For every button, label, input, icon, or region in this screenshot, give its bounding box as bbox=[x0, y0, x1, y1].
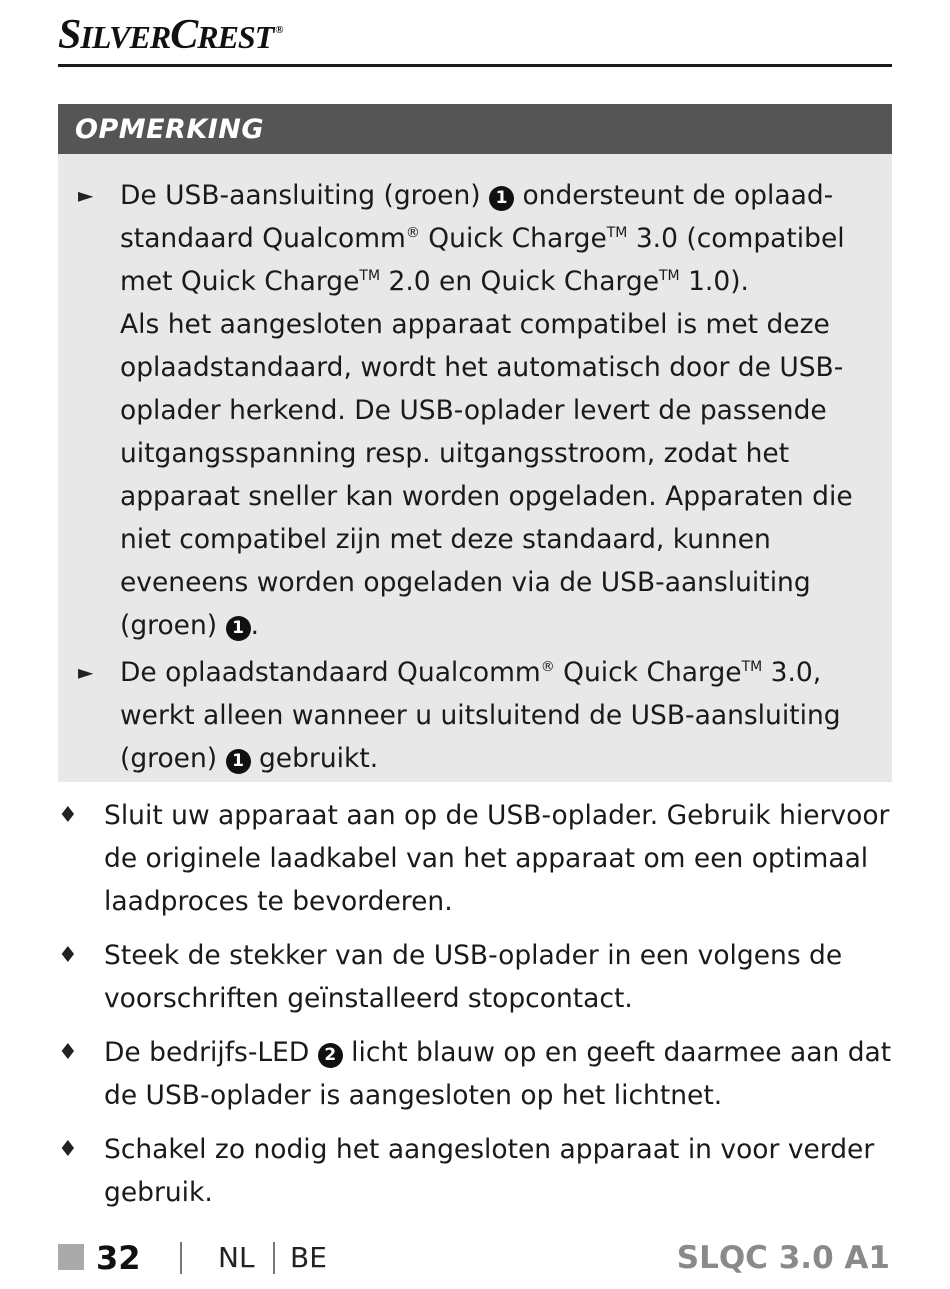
footer-square-icon bbox=[58, 1244, 84, 1270]
callout-number-1: 1 bbox=[489, 186, 514, 211]
arrow-right-icon: ► bbox=[78, 183, 94, 207]
footer-divider bbox=[180, 1242, 182, 1274]
diamond-icon: ♦ bbox=[58, 1040, 78, 1065]
instruction-steps bbox=[58, 794, 892, 1225]
callout-number-1: 1 bbox=[226, 749, 251, 774]
note-list bbox=[58, 174, 892, 780]
diamond-icon: ♦ bbox=[58, 803, 78, 828]
language-be: BE bbox=[290, 1241, 327, 1274]
step-item: ♦ De bedrijfs-LED 2 licht blauw op en geeft daarmee aan dat de USB-oplader is aangesloten op het lichtnet. bbox=[58, 1031, 892, 1117]
callout-number-2: 2 bbox=[318, 1043, 343, 1068]
note-box bbox=[58, 104, 892, 782]
brand-logo: SILVERCREST ® bbox=[58, 12, 283, 58]
step-item: ♦ Schakel zo nodig het aangesloten apparaat in voor verder gebruik. bbox=[58, 1128, 892, 1214]
header-divider bbox=[58, 64, 892, 67]
model-number: SLQC 3.0 A1 bbox=[676, 1240, 890, 1276]
arrow-right-icon: ► bbox=[78, 660, 94, 684]
note-heading: OPMERKING bbox=[58, 104, 892, 154]
note-item: ► De oplaadstandaard Qualcomm® Quick Charge™ 3.0, werkt alleen wanneer u uitsluitend de USB-aansluiting (groen) 1 gebruikt. bbox=[58, 651, 892, 780]
page-number: 32 bbox=[96, 1239, 141, 1277]
step-item: ♦ Steek de stekker van de USB-oplader in een volgens de voorschriften geïnstalleerd stopcontact. bbox=[58, 934, 892, 1020]
step-item: ♦ Sluit uw apparaat aan op de USB-oplader. Gebruik hiervoor de originele laadkabel van het apparaat om een optimaal laadproces te bevorderen. bbox=[58, 794, 892, 923]
diamond-icon: ♦ bbox=[58, 943, 78, 968]
footer-divider bbox=[273, 1242, 275, 1274]
note-item: ► De USB-aansluiting (groen) 1 ondersteunt de oplaad-standaard Qualcomm® Quick Charge™ 3.0 (compatibel met Quick Charge™ 2.0 en Quick Charge™ 1.0). Als het aangesloten apparaat compatibel is met deze oplaadstandaard, wordt het automatisch door de USB-oplader herkend. De USB-oplader levert de passende uitgangsspanning resp. uitgangsstroom, zodat het apparaat sneller kan worden opgeladen. Apparaten die niet compatibel zijn met deze standaard, kunnen eveneens worden opgeladen via de USB-aansluiting (groen) 1 . bbox=[58, 174, 892, 647]
language-nl: NL bbox=[218, 1241, 255, 1274]
diamond-icon: ♦ bbox=[58, 1137, 78, 1162]
callout-number-1: 1 bbox=[226, 616, 251, 641]
page-footer bbox=[58, 1236, 892, 1280]
